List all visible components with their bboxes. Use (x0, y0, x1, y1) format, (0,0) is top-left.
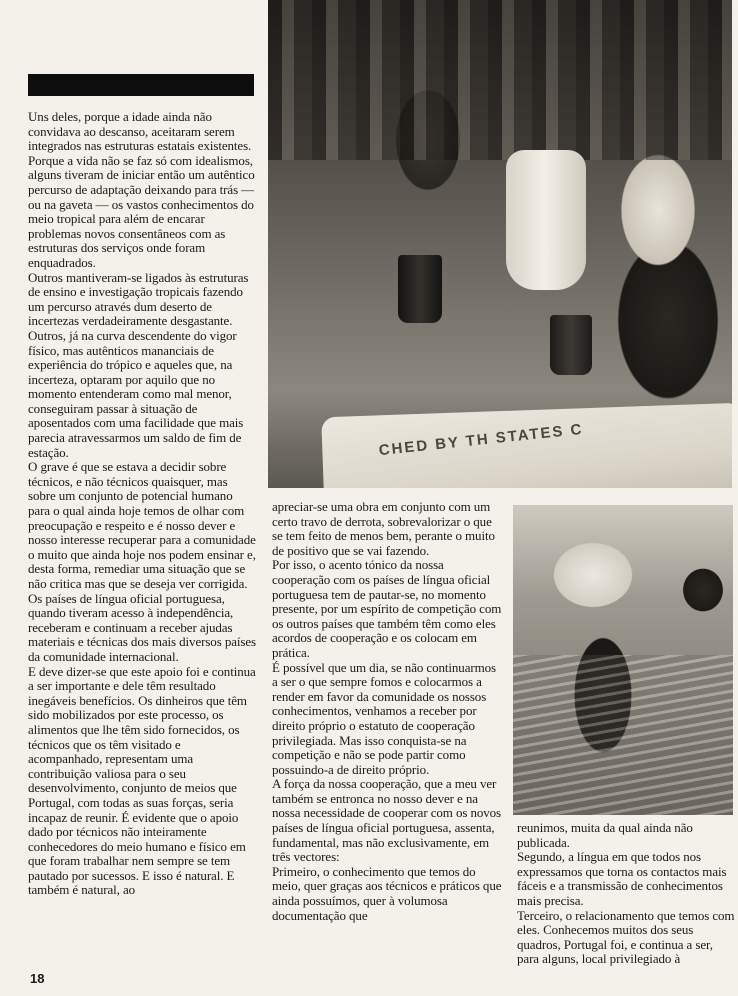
photo-bucket-2 (550, 315, 592, 375)
paragraph: E deve dizer-se que este apoio foi e continua a ser importante e dele têm resultado inegáveis benefícios. Os dinheiros que têm sido mobilizados por este processo, os alimentos que lhe têm sido fornecidos, os técnicos que os têm visitado e acompanhado, representam uma contribuição valiosa para o seu desenvolvimento, conjunto de meios que Portugal, com todas as suas forças, seria incapaz de reunir. É evidente que o apoio dado por técnicos não inteiramente conhecedores do meio humano e físico em que foram trabalhar nem sempre se tem pautado por sucessos. E isso é natural. E também é natural, ao (28, 663, 256, 898)
paragraph: A força da nossa cooperação, que a meu ver também se entronca no nosso dever e na nossa necessidade de cooperar com os novos países de língua oficial portuguesa, assenta, fundamental, mas não exclusivamente, em três vectores: (272, 776, 502, 865)
text-column-3 (517, 821, 735, 967)
text-column-1 (28, 110, 256, 898)
photo-food-distribution (268, 0, 732, 488)
paragraph: Segundo, a língua em que todos nos expressamos que torna os contactos mais fáceis e a transmissão de conhecimentos mais precisa. (517, 849, 727, 908)
paragraph: Por isso, o acento tónico da nossa cooperação com os países de língua oficial portuguesa tem de pautar-se, no momento presente, por um espírito de competição com os outros países que também têm como eles acordos de cooperação e os colocam em prática. (272, 557, 502, 660)
paragraph: O grave é que se estava a decidir sobre técnicos, e não técnicos quaisquer, mas sobre um conjunto de potencial humano para o qual ainda hoje temos de olhar com preocupação e respeito e é nosso dever e nosso interesse recuperar para a comunidade o muito que ainda hoje nos podem ensinar e, desta forma, remediar uma situação que se não critica mas que se deseja ver corrigida. (28, 459, 256, 591)
paragraph: Terceiro, o relacionamento que temos com eles. Conhecemos muitos dos seus quadros, Portugal foi, e continua a ser, para alguns, local privilegiado à (517, 907, 735, 967)
photo-bucket (398, 255, 442, 323)
paragraph: É possível que um dia, se não continuarmos a ser o que sempre fomos e colocarmos a render em favor da comunidade os nossos conhecimentos, venhamos a receber por direito próprio o estatuto de cooperação privilegiada. Mas isso conquista-se na competição e não se pode partir como possuindo-a de direito próprio. (272, 659, 496, 777)
text-column-2 (272, 500, 504, 923)
section-header-bar (28, 74, 254, 96)
paragraph: Os países de língua oficial portuguesa, quando tiveram acesso à independência, receberam e continuam a receber ajudas materiais e técnicas dos mais diversos países da comunidade internacional. (28, 590, 256, 664)
page-number: 18 (30, 971, 45, 986)
paragraph: Uns deles, porque a idade ainda não convidava ao descanso, aceitaram serem integrados nas estruturas estatais existentes. Porque a vida não se faz só com idealismos, alguns tiveram de iniciar então um autêntico percurso de adaptação deixando para trás — ou na gaveta — os vastos conhecimentos do meio tropical para além de encarar problemas novos consentâneos com as estruturas dos serviços onde foram enquadrados. (28, 109, 255, 270)
paragraph: apreciar-se uma obra em conjunto com um certo travo de derrota, sobrevalorizar o que se tem feito de menos bem, perante o muito de positivo que se vai fazendo. (272, 499, 495, 558)
paragraph: Primeiro, o conhecimento que temos do meio, quer graças aos técnicos e práticos que ainda possuímos, quer à volumosa documentação que (272, 863, 502, 923)
paragraph: reunimos, muita da qual ainda não publicada. (517, 820, 693, 850)
photo-rice-planting (513, 505, 733, 815)
photo-sack-lettering: CHED BY TH STATES C (378, 420, 585, 460)
paragraph: Outros, já na curva descendente do vigor físico, mas autênticos mananciais de experiência do trópico e aqueles que, na incerteza, optaram por aquilo que no momento entenderam como mal menor, conseguiram passar à situação de aposentados com uma facilidade que mais parecia atravessarmos um saldo de fim de estação. (28, 327, 244, 460)
photo-white-sack (506, 150, 586, 290)
photo-paddy-water (513, 655, 733, 815)
paragraph: Outros mantiveram-se ligados às estruturas de ensino e investigação tropicais fazendo um percurso através dum deserto de incertezas verdadeiramente desgastante. (28, 269, 249, 329)
photo-crowd (268, 0, 732, 160)
